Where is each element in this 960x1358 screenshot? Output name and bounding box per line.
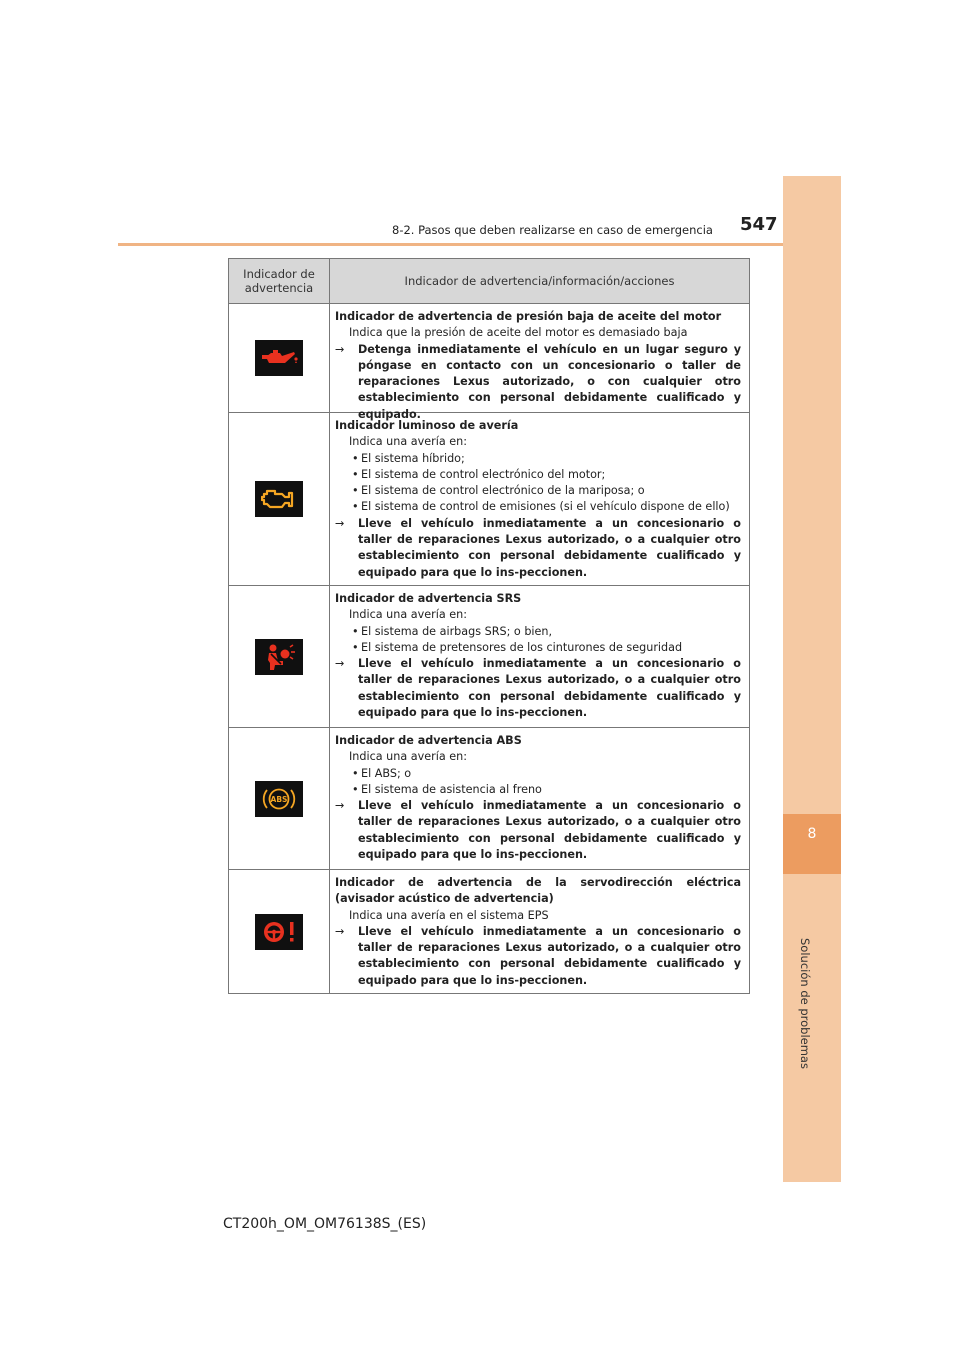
row-action <box>335 924 741 989</box>
row-action-text: Lleve el vehículo inmediatamente a un concesionario o taller de reparaciones Lexus autorizado, o a cualquier otro establecimiento con personal debidamente cualificado y equipado para que lo ins-peccionen. <box>358 799 741 862</box>
list-item: • El sistema híbrido; <box>335 451 741 467</box>
section-title: 8-2. Pasos que deben realizarse en caso de emergencia <box>392 223 713 237</box>
col-header-indicator: Indicador de advertencia <box>229 259 330 303</box>
row-action-text: Lleve el vehículo inmediatamente a un concesionario o taller de reparaciones Lexus autorizado, o a cualquier otro establecimiento con personal debidamente cualificado y equipado para que lo ins-peccionen. <box>358 657 741 720</box>
side-tab <box>783 176 841 1182</box>
row-action <box>335 798 741 863</box>
arrow-icon: → <box>335 657 345 671</box>
warning-table <box>228 258 750 994</box>
arrow-icon: → <box>335 342 345 356</box>
table-row <box>229 304 749 421</box>
list-item: • El sistema de airbags SRS; o bien, <box>335 624 741 640</box>
row-action <box>335 656 741 721</box>
malfunction-indicator-light <box>255 481 303 517</box>
row-title: Indicador de advertencia de presión baja de aceite del motor <box>335 310 722 323</box>
bullet-list <box>335 766 741 799</box>
row-action-text: Detenga inmediatamente el vehículo en un lugar seguro y póngase en contacto con un concesionario o taller de reparaciones Lexus autorizado, o con cualquier otro establecimiento con personal debidamente cualificado y equipado. <box>358 342 741 421</box>
icon-cell <box>229 586 330 727</box>
row-description: Indica una avería en: <box>349 435 467 449</box>
arrow-icon: → <box>335 516 345 530</box>
arrow-icon: → <box>335 799 345 813</box>
col-header-actions: Indicador de advertencia/información/acciones <box>404 274 675 288</box>
chapter-number: 8 <box>807 826 817 842</box>
row-title: Indicador luminoso de avería <box>335 419 519 432</box>
page-number: 547 <box>740 214 778 235</box>
row-action <box>335 342 741 423</box>
row-description: Indica que la presión de aceite del motor es demasiado baja <box>349 326 688 340</box>
icon-cell <box>229 870 330 993</box>
bullet-list <box>335 624 741 657</box>
row-description: Indica una avería en el sistema EPS <box>349 908 549 922</box>
row-action <box>335 516 741 581</box>
table-row <box>229 728 749 870</box>
list-item: • El ABS; o <box>335 766 741 782</box>
abs-icon <box>260 784 298 814</box>
list-item: • El sistema de pretensores de los cinturones de seguridad <box>335 640 741 656</box>
document-code: CT200h_OM_OM76138S_(ES) <box>223 1216 427 1232</box>
srs-warning-light <box>255 639 303 675</box>
table-row <box>229 586 749 728</box>
icon-cell <box>229 413 330 585</box>
abs-warning-light <box>255 781 303 817</box>
list-item: • El sistema de asistencia al freno <box>335 782 741 798</box>
table-header <box>229 259 749 304</box>
row-title: Indicador de advertencia de la servodirección eléctrica (avisador acústico de advertencia) <box>335 876 741 906</box>
arrow-icon: → <box>335 924 345 938</box>
row-description: Indica una avería en: <box>349 608 467 622</box>
abs-icon-text: ABS <box>270 794 288 804</box>
row-description: Indica una avería en: <box>349 750 467 764</box>
eps-icon <box>259 918 299 946</box>
icon-cell <box>229 304 330 412</box>
list-item: • El sistema de control electrónico del motor; <box>335 467 741 483</box>
row-title: Indicador de advertencia ABS <box>335 734 522 747</box>
list-item: • El sistema de control de emisiones (si el vehículo dispone de ello) <box>335 499 741 515</box>
engine-icon <box>261 487 297 511</box>
row-title: Indicador de advertencia SRS <box>335 592 522 605</box>
eps-warning-light <box>255 914 303 950</box>
chapter-number-box <box>783 814 841 874</box>
row-action-text: Lleve el vehículo inmediatamente a un concesionario o taller de reparaciones Lexus autorizado, o a cualquier otro establecimiento con personal debidamente cualificado y equipado para que lo ins-peccionen. <box>358 516 741 579</box>
chapter-label: Solución de problemas <box>798 938 812 1069</box>
airbag-icon <box>261 642 297 672</box>
oil-pressure-warning-light <box>255 340 303 376</box>
oil-can-icon <box>258 347 300 369</box>
header-rule <box>118 243 783 246</box>
list-item: • El sistema de control electrónico de la mariposa; o <box>335 483 741 499</box>
bullet-list <box>335 451 741 516</box>
table-row <box>229 413 749 586</box>
icon-cell <box>229 728 330 869</box>
table-row <box>229 870 749 993</box>
row-action-text: Lleve el vehículo inmediatamente a un concesionario o taller de reparaciones Lexus autorizado, o a cualquier otro establecimiento con personal debidamente cualificado y equipado para que lo ins-peccionen. <box>358 924 741 987</box>
